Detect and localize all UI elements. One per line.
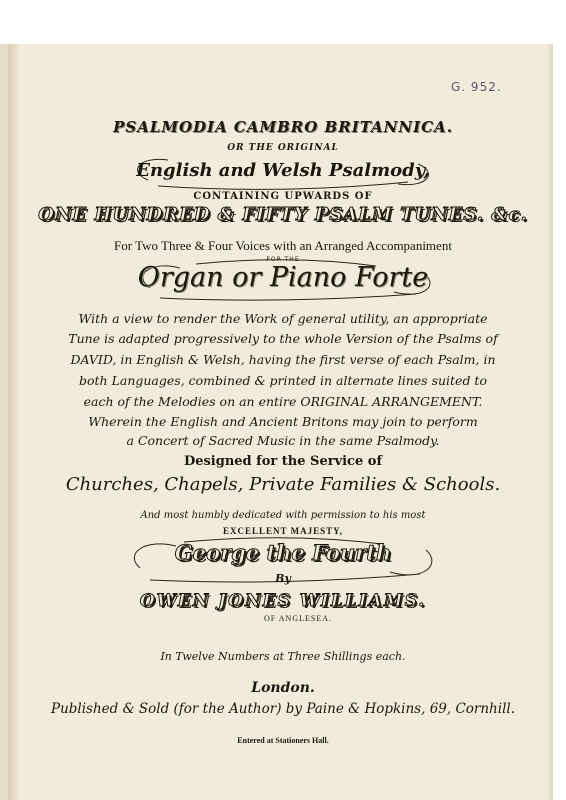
price-line: In Twelve Numbers at Three Shillings each. bbox=[160, 650, 406, 663]
voices-accompaniment: For Two Three & Four Voices with an Arranged Accompaniment bbox=[114, 238, 452, 253]
description-line-6: Wherein the English and Ancient Britons may join to perform bbox=[88, 414, 478, 429]
author-name: OWEN JONES WILLIAMS. bbox=[139, 591, 427, 611]
containing-upwards-of: CONTAINING UPWARDS OF bbox=[193, 191, 373, 202]
description-line-3: DAVID, in English & Welsh, having the first verse of each Psalm, in bbox=[70, 352, 496, 367]
author-place: OF ANGLESEA. bbox=[263, 614, 332, 623]
description-line-2: Tune is adapted progressively to the whole Version of the Psalms of bbox=[68, 331, 498, 346]
imprint-publisher: Published & Sold (for the Author) by Paine & Hopkins, 69, Cornhill. bbox=[50, 701, 515, 717]
description-line-7: a Concert of Sacred Music in the same Psalmody. bbox=[126, 433, 440, 448]
english-welsh-psalmody: English and Welsh Psalmody, bbox=[136, 160, 430, 181]
subtitle-or-the-original: OR THE ORIGINAL bbox=[227, 143, 339, 153]
psalm-tunes-heading: ONE HUNDRED & FIFTY PSALM TUNES. &c. bbox=[38, 204, 528, 225]
imprint-city: London. bbox=[251, 680, 315, 696]
shelf-mark: G. 952. bbox=[451, 80, 502, 94]
description-line-1: With a view to render the Work of general utility, an appropriate bbox=[78, 311, 488, 326]
organ-or-piano-forte: Organ or Piano Forte bbox=[137, 262, 429, 293]
excellent-majesty: EXCELLENT MAJESTY, bbox=[222, 526, 344, 536]
description-line-5: each of the Melodies on an entire ORIGINAL ARRANGEMENT. bbox=[83, 394, 483, 409]
by-label: By bbox=[275, 572, 291, 585]
dedication-line: And most humbly dedicated with permission to his most bbox=[140, 510, 426, 521]
entered-stationers-hall: Entered at Stationers Hall. bbox=[237, 736, 329, 745]
designed-for-service: Designed for the Service of bbox=[183, 454, 383, 469]
churches-chapels: Churches, Chapels, Private Families & Schools. bbox=[65, 474, 501, 495]
description-line-4: both Languages, combined & printed in alternate lines suited to bbox=[79, 373, 487, 388]
george-the-fourth: George the Fourth bbox=[174, 540, 392, 565]
for-the-small: FOR THE bbox=[266, 256, 300, 263]
main-title: PSALMODIA CAMBRO BRITANNICA. bbox=[113, 118, 453, 136]
